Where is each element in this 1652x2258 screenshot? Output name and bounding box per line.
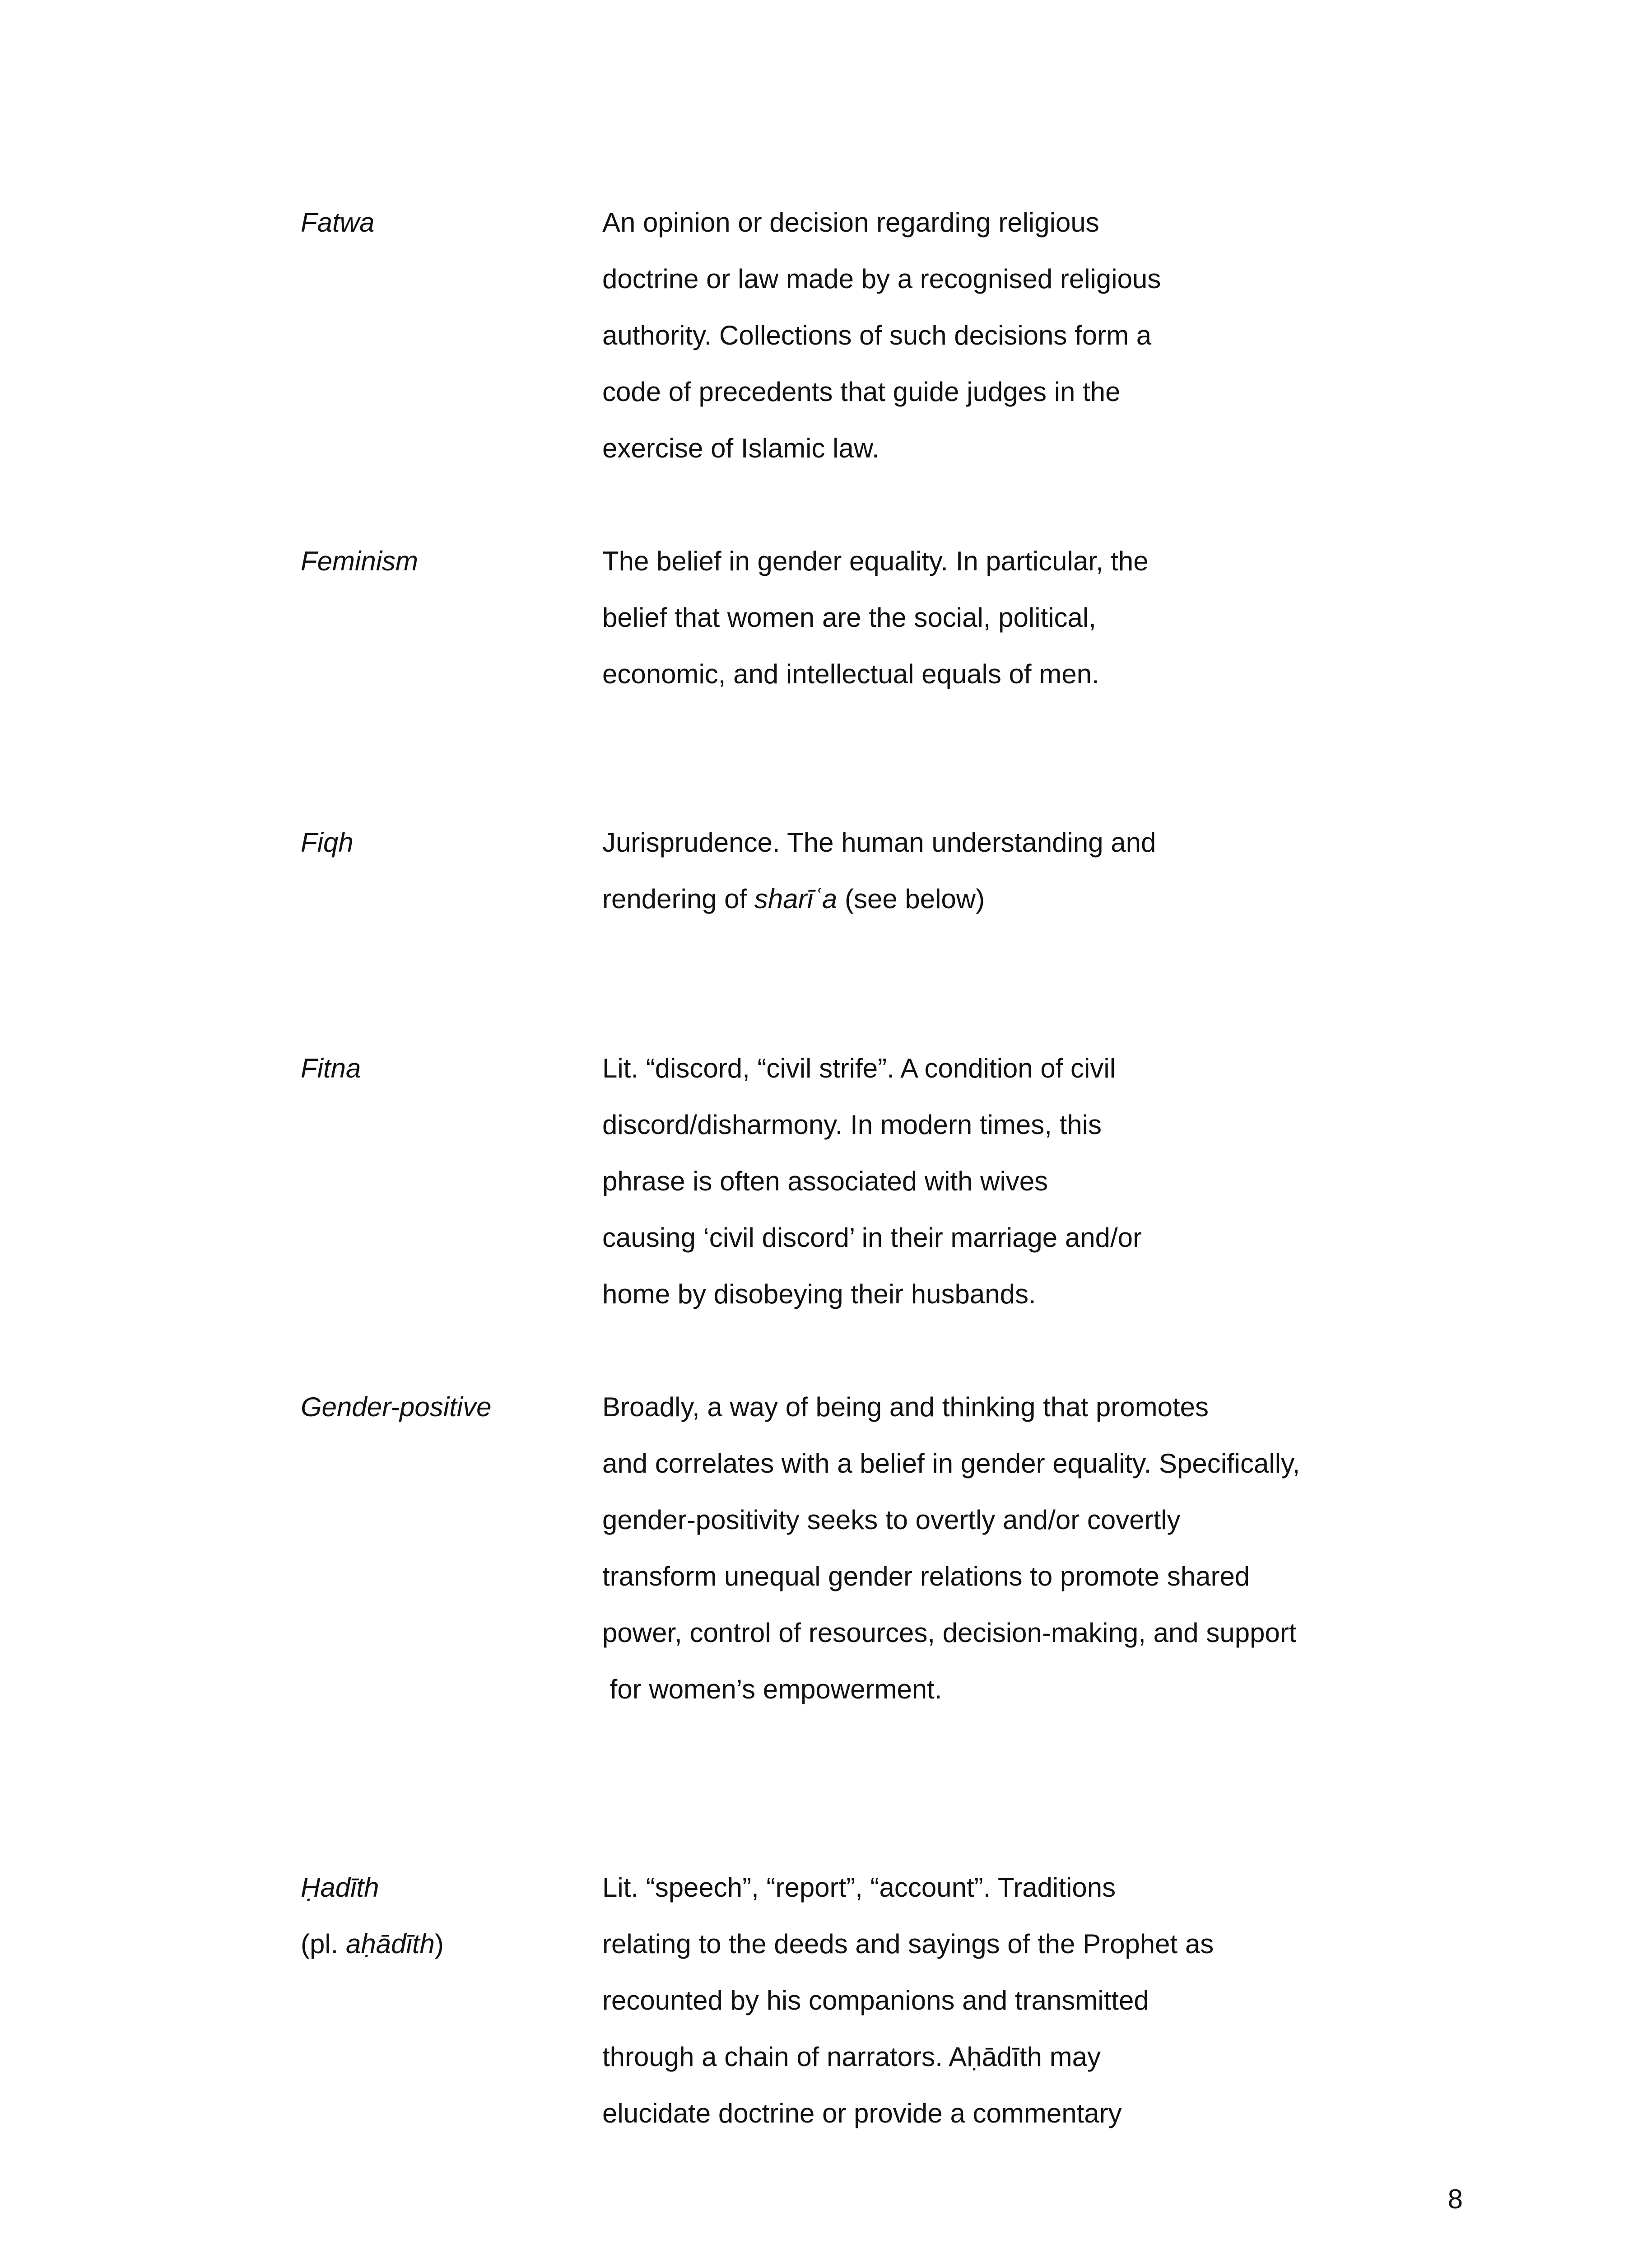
definition-line: elucidate doctrine or provide a commentary bbox=[602, 2098, 1122, 2128]
definition-line: exercise of Islamic law. bbox=[602, 433, 880, 463]
glossary-definition bbox=[602, 814, 1370, 927]
definition-line: power, control of resources, decision-making, and support bbox=[602, 1618, 1297, 1648]
definition-italic-term: sharīʿa bbox=[754, 884, 838, 914]
definition-line: causing ‘civil discord’ in their marriage and/or bbox=[602, 1222, 1142, 1253]
glossary-term bbox=[301, 1859, 590, 1972]
definition-line: Broadly, a way of being and thinking that promotes bbox=[602, 1392, 1209, 1422]
glossary-definition bbox=[602, 194, 1370, 476]
definition-line: home by disobeying their husbands. bbox=[602, 1279, 1036, 1309]
glossary-term: Fatwa bbox=[301, 207, 375, 238]
definition-line: Jurisprudence. The human understanding and bbox=[602, 827, 1156, 858]
page-number: 8 bbox=[1447, 2184, 1463, 2214]
glossary-definition bbox=[602, 1859, 1370, 2141]
plural-italic: aḥādīth bbox=[346, 1929, 435, 1959]
definition-line: through a chain of narrators. Aḥādīth may bbox=[602, 2042, 1101, 2072]
definition-line: relating to the deeds and sayings of the Prophet as bbox=[602, 1929, 1214, 1959]
definition-line: phrase is often associated with wives bbox=[602, 1166, 1048, 1196]
definition-line: economic, and intellectual equals of men. bbox=[602, 659, 1099, 689]
glossary-term-name: Ḥadīth bbox=[301, 1872, 379, 1903]
glossary-term: Fiqh bbox=[301, 827, 354, 858]
definition-line: Lit. “speech”, “report”, “account”. Traditions bbox=[602, 1872, 1116, 1903]
definition-line: recounted by his companions and transmitted bbox=[602, 1985, 1149, 2015]
glossary-term-plural bbox=[301, 1916, 590, 1972]
definition-text: (see below) bbox=[837, 884, 985, 914]
definition-line: An opinion or decision regarding religious bbox=[602, 207, 1099, 238]
glossary-term: Gender-positive bbox=[301, 1392, 492, 1422]
definition-line bbox=[602, 871, 1370, 927]
definition-text: rendering of bbox=[602, 884, 754, 914]
definition-line: and correlates with a belief in gender equality. Specifically, bbox=[602, 1448, 1300, 1479]
definition-line: discord/disharmony. In modern times, this bbox=[602, 1110, 1102, 1140]
glossary-definition bbox=[602, 1040, 1370, 1322]
glossary-term: Feminism bbox=[301, 546, 419, 576]
definition-line: belief that women are the social, political, bbox=[602, 602, 1096, 633]
definition-line: Lit. “discord, “civil strife”. A condition of civil bbox=[602, 1053, 1116, 1083]
definition-line: transform unequal gender relations to promote shared bbox=[602, 1561, 1250, 1591]
glossary-term: Fitna bbox=[301, 1053, 361, 1083]
plural-open: (pl. bbox=[301, 1929, 346, 1959]
definition-line: code of precedents that guide judges in the bbox=[602, 377, 1121, 407]
definition-line: authority. Collections of such decisions form a bbox=[602, 320, 1152, 350]
definition-line: The belief in gender equality. In particular, the bbox=[602, 546, 1149, 576]
definition-line: for women’s empowerment. bbox=[602, 1674, 942, 1704]
glossary-definition bbox=[602, 533, 1370, 702]
definition-line: gender-positivity seeks to overtly and/or covertly bbox=[602, 1505, 1181, 1535]
glossary-definition bbox=[602, 1379, 1370, 1717]
definition-line: doctrine or law made by a recognised religious bbox=[602, 264, 1161, 294]
plural-close: ) bbox=[434, 1929, 444, 1959]
